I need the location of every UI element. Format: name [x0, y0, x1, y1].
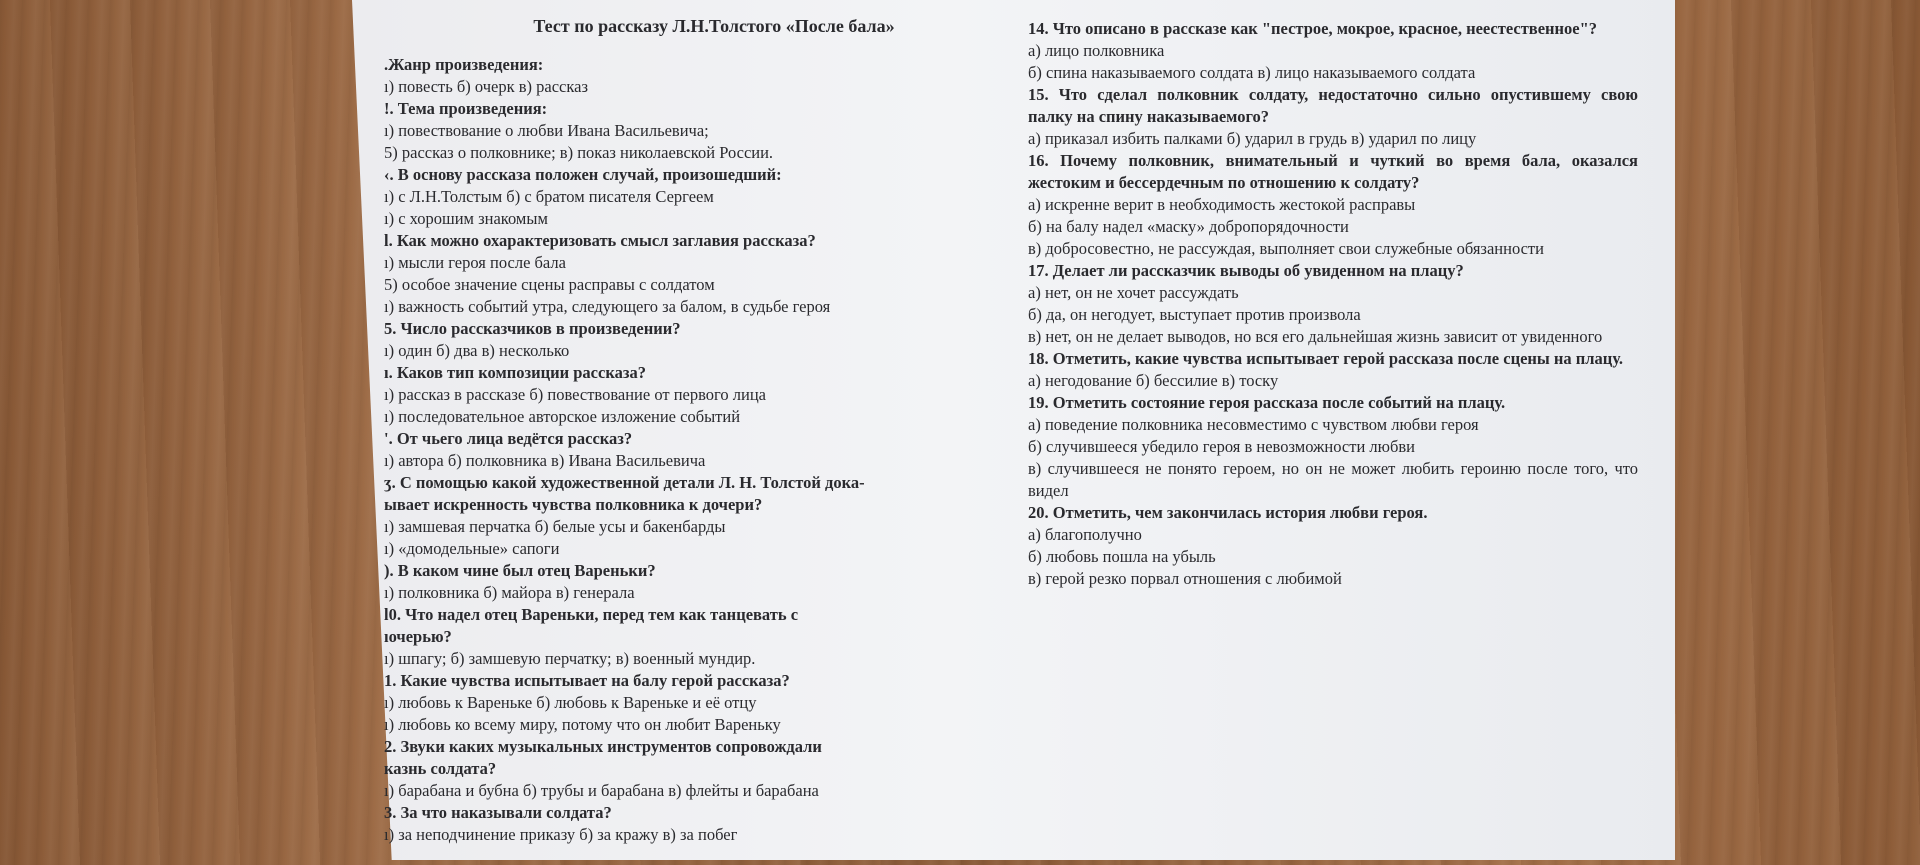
question-3: ‹. В основу рассказа положен случай, произошедший:: [384, 165, 782, 184]
answer-line: ı) повествование о любви Ивана Васильевича;: [384, 121, 709, 140]
answer-line: ı) важность событий утра, следующего за балом, в судьбе героя: [384, 297, 831, 316]
answer-line: а) приказал избить палками б) ударил в грудь в) ударил по лицу: [1028, 129, 1477, 148]
question-12: 2. Звуки каких музыкальных инструментов сопровождали: [384, 737, 822, 756]
question-14: 14. Что описано в рассказе как "пестрое, мокрое, красное, неестественное"?: [1028, 19, 1598, 38]
answer-line: б) любовь пошла на убыль: [1028, 547, 1216, 566]
answer-line: ı) любовь ко всему миру, потому что он любит Вареньку: [384, 715, 781, 734]
question-5: 5. Число рассказчиков в произведении?: [384, 319, 681, 338]
question-10-cont: ıочерью?: [384, 627, 452, 646]
answer-line: б) на балу надел «маску» добропорядочности: [1028, 217, 1349, 236]
question-9: ). В каком чине был отец Вареньки?: [384, 561, 656, 580]
answer-line: а) поведение полковника несовместимо с чувством любви героя: [1028, 415, 1479, 434]
answer-line: ı) шпагу; б) замшевую перчатку; в) военный мундир.: [384, 649, 756, 668]
answer-line: б) спина наказываемого солдата в) лицо наказываемого солдата: [1028, 63, 1476, 82]
answer-line: ı) с хорошим знакомым: [384, 209, 548, 228]
question-6: ı. Каков тип композиции рассказа?: [384, 363, 646, 382]
question-11: 1. Какие чувства испытывает на балу герой рассказа?: [384, 671, 790, 690]
answer-line: ı) рассказ в рассказе б) повествование от первого лица: [384, 385, 766, 404]
answer-line: ı) автора б) полковника в) Ивана Васильевича: [384, 451, 706, 470]
answer-line: а) нет, он не хочет рассуждать: [1028, 283, 1239, 302]
answer-line: ı) с Л.Н.Толстым б) с братом писателя Сергеем: [384, 187, 714, 206]
answer-line: ı) полковника б) майора в) генерала: [384, 583, 635, 602]
question-15: 15. Что сделал полковник солдату, недостаточно сильно опустившему свою палку на спину наказываемого?: [1028, 85, 1638, 126]
answer-line: ı) барабана и бубна б) трубы и барабана в) флейты и барабана: [384, 781, 819, 800]
answer-line: ı) замшевая перчатка б) белые усы и бакенбарды: [384, 517, 726, 536]
answer-line: ı) один б) два в) несколько: [384, 341, 570, 360]
question-12-cont: казнь солдата?: [384, 759, 497, 778]
question-17: 17. Делает ли рассказчик выводы об увиденном на плацу?: [1028, 261, 1464, 280]
answer-line: 5) особое значение сцены расправы с солдатом: [384, 275, 715, 294]
question-2: !. Тема произведения:: [384, 99, 548, 118]
answer-line: ı) за неподчинение приказу б) за кражу в) за побег: [384, 825, 738, 844]
question-16: 16. Почему полковник, внимательный и чуткий во время бала, оказался жестоким и бессердечным по отношению к солдату?: [1028, 151, 1638, 192]
answer-line: а) благополучно: [1028, 525, 1142, 544]
answer-line: в) нет, он не делает выводов, но вся его дальнейшая жизнь зависит от увиденного: [1028, 327, 1603, 346]
left-column: [384, 12, 984, 846]
answer-line: в) случившееся не понято героем, но он не может любить героиню после того, что видел: [1028, 459, 1638, 500]
answer-line: б) случившееся убедило героя в невозможности любви: [1028, 437, 1415, 456]
question-10: l0. Что надел отец Вареньки, перед тем как танцевать с: [384, 605, 799, 624]
question-1: .Жанр произведения:: [384, 55, 544, 74]
answer-line: в) добросовестно, не рассуждая, выполняет свои служебные обязанности: [1028, 239, 1544, 258]
answer-line: б) да, он негодует, выступает против произвола: [1028, 305, 1361, 324]
answer-line: ı) «домодельные» сапоги: [384, 539, 560, 558]
question-19: 19. Отметить состояние героя рассказа после событий на плацу.: [1028, 393, 1506, 412]
question-8: ʒ. С помощью какой художественной детали Л. Н. Толстой дока-: [384, 473, 865, 492]
question-4: l. Как можно охарактеризовать смысл заглавия рассказа?: [384, 231, 816, 250]
answer-line: ı) мысли героя после бала: [384, 253, 566, 272]
answer-line: а) негодование б) бессилие в) тоску: [1028, 371, 1279, 390]
question-13: 3. За что наказывали солдата?: [384, 803, 612, 822]
answer-line: ı) повесть б) очерк в) рассказ: [384, 77, 588, 96]
question-18: 18. Отметить, какие чувства испытывает герой рассказа после сцены на плацу.: [1028, 349, 1624, 368]
document-title: Тест по рассказу Л.Н.Толстого «После бала»: [533, 16, 895, 36]
right-column: [1028, 18, 1638, 590]
question-20: 20. Отметить, чем закончилась история любви героя.: [1028, 503, 1428, 522]
answer-line: 5) рассказ о полковнике; в) показ николаевской России.: [384, 143, 774, 162]
answer-line: а) искренне верит в необходимость жестокой расправы: [1028, 195, 1416, 214]
answer-line: в) герой резко порвал отношения с любимой: [1028, 569, 1342, 588]
answer-line: а) лицо полковника: [1028, 41, 1165, 60]
answer-line: ı) любовь к Вареньке б) любовь к Вареньке и её отцу: [384, 693, 757, 712]
question-8-cont: ывает искренность чувства полковника к дочери?: [384, 495, 763, 514]
answer-line: ı) последовательное авторское изложение событий: [384, 407, 741, 426]
question-7: '. От чьего лица ведётся рассказ?: [384, 429, 633, 448]
